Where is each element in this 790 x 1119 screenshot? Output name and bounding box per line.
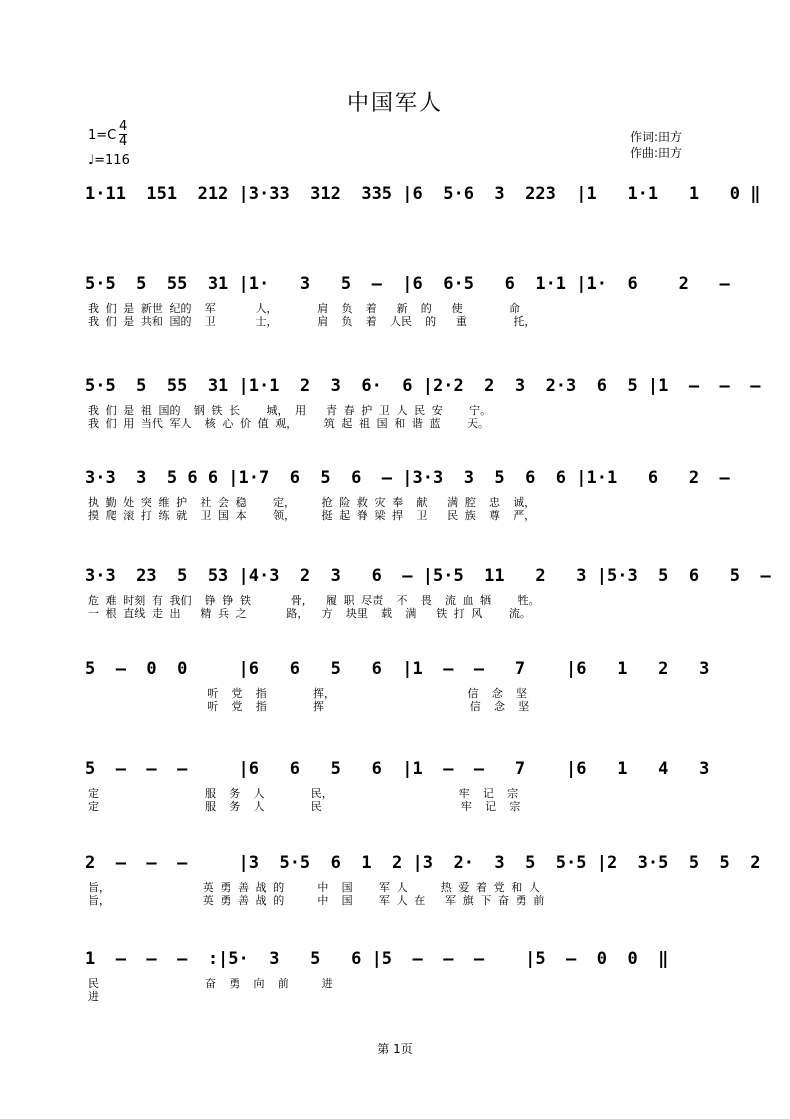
jianpu-notes: 1 – – – :|5· 3 5 6 |5 – – – |5 – 0 0 ‖: [85, 949, 669, 969]
lyric-line: 我 们 是 共和 国的 卫 士， 肩 负 着 人民 的 重 托，: [88, 315, 536, 328]
lyric-line: 民 奋 勇 向 前 进: [88, 977, 333, 990]
lyric-line: 进: [88, 990, 99, 1003]
time-sig-top: 4: [119, 119, 128, 134]
key-signature: 1=C: [88, 128, 117, 143]
page-footer: 第 1页: [377, 1042, 413, 1056]
jianpu-notes: 5·5 5 55 31 |1· 3 5 – |6 6·5 6 1·1 |1· 6 2 –: [85, 274, 730, 294]
lyric-line: 我 们 是 祖 国的 钢 铁 长 城， 用 青 春 护 卫 人 民 安 宁。: [88, 404, 492, 417]
jianpu-notes: 5·5 5 55 31 |1·1 2 3 6· 6 |2·2 2 3 2·3 6 5 |1 – – –: [85, 376, 761, 396]
lyric-line: 定 服 务 人 民 牢 记 宗: [88, 800, 521, 813]
lyric-line: 执 勤 处 突 维 护 社 会 稳 定， 抢 险 救 灾 奉 献 满 腔 忠 诚，: [88, 496, 536, 509]
lyric-line: 我 们 是 新世 纪的 军 人， 肩 负 着 新 的 使 命: [88, 302, 521, 315]
time-signature: [119, 120, 127, 149]
song-title: 中国军人: [346, 91, 443, 116]
jianpu-notes: 5 – – – |6 6 5 6 |1 – – 7 |6 1 4 3: [85, 759, 710, 779]
jianpu-notes: 3·3 3 5 6 6 |1·7 6 5 6 – |3·3 3 5 6 6 |1·1 6 2 –: [85, 468, 730, 488]
tempo-marking: ♩=116: [88, 153, 130, 168]
jianpu-notes: 1·11 151 212 |3·33 312 335 |6 5·6 3 223 |1 1·1 1 0 ‖: [85, 184, 761, 204]
lyric-line: 危 难 时刻 有 我们 铮 铮 铁 骨， 履 职 尽责 不 畏 流 血 牺 牲。: [88, 594, 540, 607]
lyric-line: 听 党 指 挥 信 念 坚: [88, 700, 530, 713]
jianpu-notes: 2 – – – |3 5·5 6 1 2 |3 2· 3 5 5·5 |2 3·5 5 5 2: [85, 853, 761, 873]
lyric-line: 旨， 英 勇 善 战 的 中 国 军 人 热 爱 着 党 和 人: [88, 881, 540, 894]
lyric-line: 我 们 用 当代 军人 核 心 价 值 观， 筑 起 祖 国 和 谐 蓝 天。: [88, 417, 489, 430]
composer-credit: 作曲:田方: [630, 146, 683, 160]
lyric-line: 摸 爬 滚 打 练 就 卫 国 本 领， 挺 起 脊 梁 捍 卫 民 族 尊 严，: [88, 509, 536, 522]
lyric-line: 旨， 英 勇 善 战 的 中 国 军 人 在 军 旗 下 奋 勇 前: [88, 894, 545, 907]
jianpu-notes: 3·3 23 5 53 |4·3 2 3 6 – |5·5 11 2 3 |5·3 5 6 5 –: [85, 566, 771, 586]
jianpu-notes: 5 – 0 0 |6 6 5 6 |1 – – 7 |6 1 2 3: [85, 659, 710, 679]
lyricist-credit: 作词:田方: [630, 130, 683, 144]
lyric-line: 定 服 务 人 民， 牢 记 宗: [88, 787, 519, 800]
lyric-line: 听 党 指 挥， 信 念 坚: [88, 687, 527, 700]
lyric-line: 一 根 直线 走 出 精 兵 之 路， 方 块里 载 满 铁 打 风 流。: [88, 607, 531, 620]
notation-line: [85, 178, 761, 232]
time-sig-bottom: 4: [119, 134, 128, 149]
